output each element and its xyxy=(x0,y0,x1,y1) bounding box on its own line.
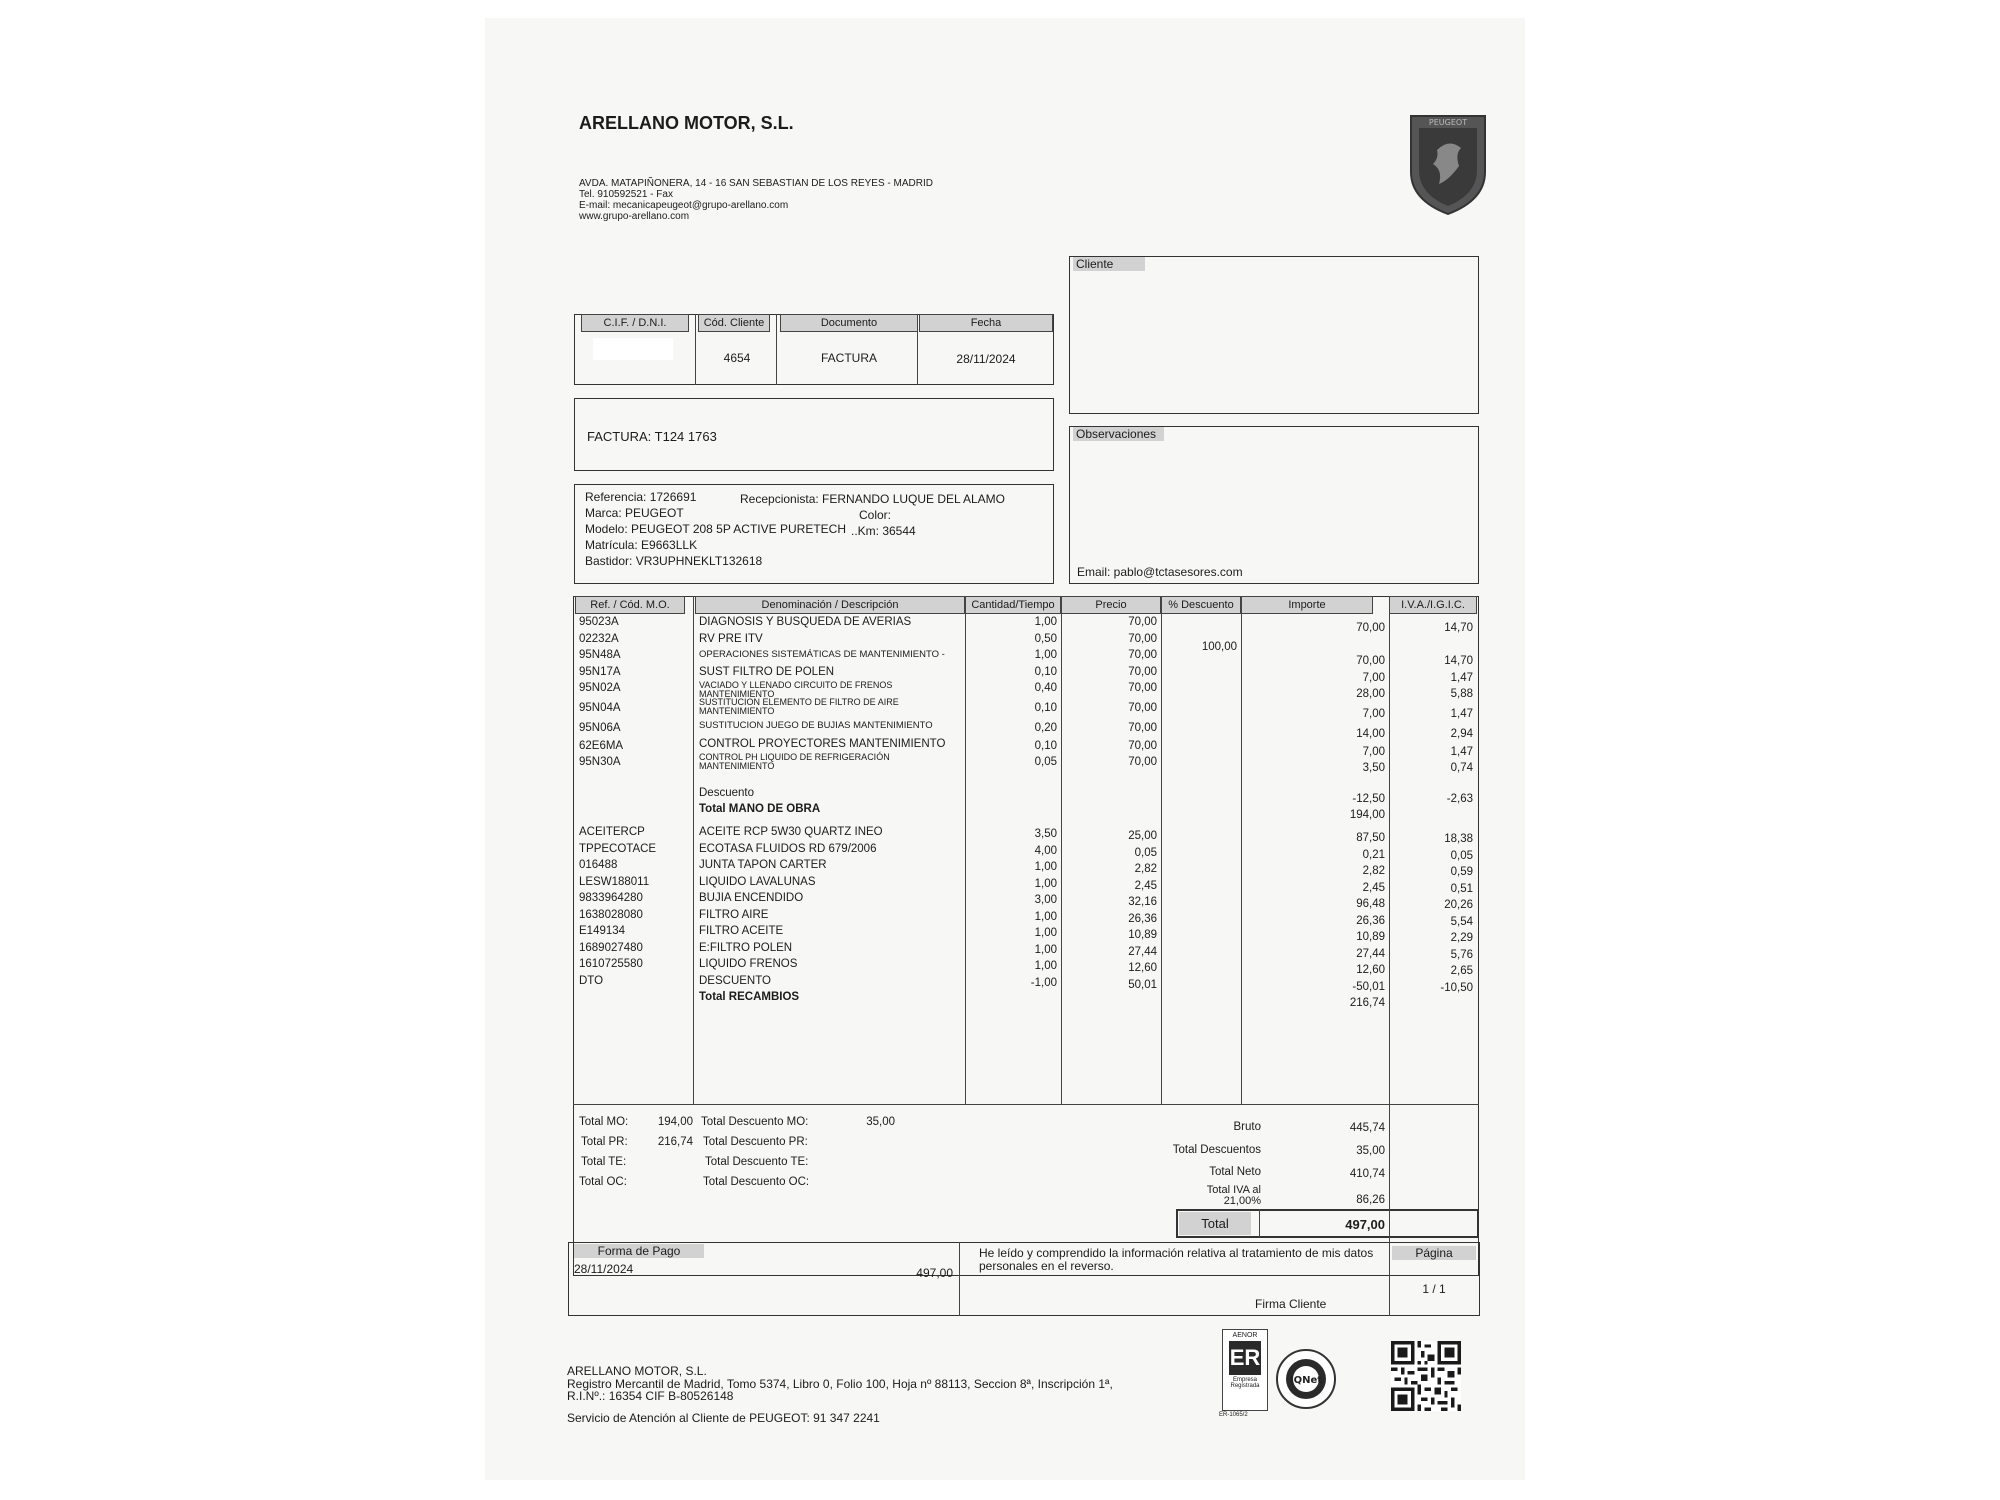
labour-ref: 95N04A xyxy=(579,701,621,714)
parts-ref-column xyxy=(579,824,689,989)
header-label-cliente: Cód. Cliente xyxy=(698,314,770,332)
col-header-ref: Ref. / Cód. M.O. xyxy=(575,596,685,614)
labour-amount: 7,00 xyxy=(1362,671,1385,684)
part-price: 0,05 xyxy=(1134,846,1157,859)
aenor-code: ER-1065/2 xyxy=(1219,1412,1248,1418)
total-pr-label: Total PR: xyxy=(581,1136,628,1148)
total-label: Total xyxy=(1201,1216,1229,1231)
part-amount: 96,48 xyxy=(1356,898,1385,910)
desc-pr-label: Total Descuento PR: xyxy=(703,1136,808,1148)
forma-pago-label: Forma de Pago xyxy=(574,1244,704,1258)
part-desc: ACEITE RCP 5W30 QUARTZ INEO xyxy=(699,826,883,838)
parts-amount-column xyxy=(1241,830,1385,1012)
labour-price: 70,00 xyxy=(1128,632,1157,645)
header-value-documento: FACTURA xyxy=(820,351,877,365)
parts-total-label: Total RECAMBIOS xyxy=(699,991,800,1003)
labour-amount: 70,00 xyxy=(1356,622,1385,634)
labour-price: 70,00 xyxy=(1128,665,1157,678)
part-iva: 5,76 xyxy=(1450,948,1473,961)
cif-redacted xyxy=(593,338,673,360)
vehicle-km: ..Km: 36544 xyxy=(851,524,916,538)
part-qty: -1,00 xyxy=(1030,976,1057,989)
labour-amount: 70,00 xyxy=(1356,655,1385,667)
labour-qty: 0,05 xyxy=(1034,756,1057,768)
labour-price: 70,00 xyxy=(1128,739,1157,752)
labour-total-amount: 194,00 xyxy=(1349,809,1385,821)
labour-price: 70,00 xyxy=(1128,721,1157,734)
part-qty: 1,00 xyxy=(1034,910,1057,923)
part-qty: 4,00 xyxy=(1034,844,1057,857)
labour-discount-label: Descuento xyxy=(699,787,754,799)
company-web: www.grupo-arellano.com xyxy=(579,211,690,222)
part-ref: TPPECOTACE xyxy=(579,842,657,855)
labour-amount: 28,00 xyxy=(1356,688,1385,700)
part-qty: 1,00 xyxy=(1034,861,1057,873)
col-header-disc: % Descuento xyxy=(1161,596,1241,614)
col-header-amount: Importe xyxy=(1241,596,1373,614)
part-qty: 1,00 xyxy=(1034,877,1057,890)
part-iva: 18,38 xyxy=(1444,833,1473,845)
total-mo-value: 194,00 xyxy=(657,1116,693,1128)
labour-ref: 62E6MA xyxy=(579,739,624,752)
factura-number: FACTURA: T124 1763 xyxy=(587,429,717,444)
part-iva: 0,51 xyxy=(1450,882,1473,895)
labour-iva-column xyxy=(1389,620,1473,777)
labour-iva: 2,94 xyxy=(1450,727,1473,740)
part-ref: 9833964280 xyxy=(579,892,643,904)
labour-desc: CONTROL PH LIQUIDO DE REFRIGERACIÓN xyxy=(699,752,890,762)
peugeot-logo xyxy=(1403,110,1493,220)
part-amount: -50,01 xyxy=(1352,980,1385,993)
labour-desc: VACIADO Y LLENADO CIRCUITO DE FRENOS xyxy=(699,680,893,690)
parts-price-column xyxy=(1061,828,1157,993)
part-ref: LESW188011 xyxy=(579,875,650,888)
labour-iva: 1,47 xyxy=(1450,745,1473,758)
part-price: 10,89 xyxy=(1128,929,1157,941)
labour-amount xyxy=(1241,637,1385,654)
iqnet-badge xyxy=(1275,1348,1337,1410)
desc-te-label: Total Descuento TE: xyxy=(705,1156,809,1168)
labour-desc: RV PRE ITV xyxy=(699,632,763,645)
labour-desc: SUSTITUCION ELEMENTO DE FILTRO DE AIRE xyxy=(699,696,899,707)
labour-discount-iva: -2,63 xyxy=(1446,793,1473,805)
iva-label xyxy=(1125,1185,1261,1207)
labour-qty: 1,00 xyxy=(1034,649,1057,661)
part-price: 27,44 xyxy=(1128,945,1157,958)
labour-desc-2: MANTENIMIENTO xyxy=(699,761,775,771)
labour-ref-column xyxy=(579,614,689,771)
labour-iva: 1,47 xyxy=(1450,707,1473,720)
labour-price: 70,00 xyxy=(1128,682,1157,694)
labour-qty: 0,20 xyxy=(1034,721,1057,734)
header-value-fecha: 28/11/2024 xyxy=(956,352,1016,366)
vehicle-color: Color: xyxy=(859,508,892,522)
labour-desc-2: MANTENIMIENTO xyxy=(699,705,775,716)
part-price: 2,45 xyxy=(1134,879,1157,892)
part-desc: DESCUENTO xyxy=(699,974,771,987)
iqnet-badge-text: IQNet xyxy=(1289,1375,1323,1386)
labour-qty: 0,10 xyxy=(1034,665,1057,678)
header-label-cif: C.I.F. / D.N.I. xyxy=(581,314,689,332)
labour-iva: 14,70 xyxy=(1444,622,1473,634)
part-amount: 26,36 xyxy=(1356,914,1385,927)
labour-amount: 7,00 xyxy=(1362,745,1385,758)
vehicle-modelo: Modelo: PEUGEOT 208 5P ACTIVE PURETECH xyxy=(585,522,846,536)
part-qty: 3,00 xyxy=(1034,894,1057,906)
labour-discount-amount: -12,50 xyxy=(1352,793,1385,805)
part-amount: 2,82 xyxy=(1362,865,1385,877)
parts-total-amount: 216,74 xyxy=(1349,997,1385,1009)
part-desc: BUJIA ENCENDIDO xyxy=(699,892,804,904)
part-amount: 27,44 xyxy=(1356,947,1385,960)
vehicle-recepcionista: Recepcionista: FERNANDO LUQUE DEL ALAMO xyxy=(740,492,1005,506)
footer-registry-1: Registro Mercantil de Madrid, Tomo 5374, Libro 0, Folio 100, Hoja nº 88113, Seccion 8ª, Inscripción 1ª, xyxy=(567,1377,1113,1391)
invoice-sheet xyxy=(485,18,1525,1480)
labour-ref: 02232A xyxy=(579,632,619,645)
labour-qty: 1,00 xyxy=(1034,616,1057,628)
part-amount: 12,60 xyxy=(1356,964,1385,976)
part-amount: 0,21 xyxy=(1362,848,1385,861)
part-desc: FILTRO ACEITE xyxy=(699,925,784,937)
part-iva: 5,54 xyxy=(1450,915,1473,928)
labour-desc: OPERACIONES SISTEMÁTICAS DE MANTENIMIENTO - xyxy=(699,649,945,660)
part-ref: 016488 xyxy=(579,859,618,871)
part-qty: 1,00 xyxy=(1034,943,1057,956)
aenor-badge xyxy=(1222,1329,1268,1411)
labour-desc: SUSTITUCION JUEGO DE BUJIAS MANTENIMIENTO xyxy=(699,719,933,731)
part-price: 25,00 xyxy=(1128,830,1157,842)
labour-iva: 0,74 xyxy=(1450,762,1473,774)
desc-mo-label: Total Descuento MO: xyxy=(701,1116,809,1128)
payment-amount: 497,00 xyxy=(916,1266,953,1280)
part-amount: 10,89 xyxy=(1356,931,1385,943)
labour-iva: 14,70 xyxy=(1444,655,1473,667)
header-value-cliente: 4654 xyxy=(723,351,751,365)
labour-price: 70,00 xyxy=(1128,616,1157,628)
parts-iva-column xyxy=(1389,831,1473,996)
part-iva: 20,26 xyxy=(1444,899,1473,911)
labour-price: 70,00 xyxy=(1128,701,1157,714)
labour-ref: 95N30A xyxy=(579,756,621,768)
labour-ref: 95N02A xyxy=(579,682,621,694)
observaciones-label: Observaciones xyxy=(1073,427,1164,441)
desc-oc-label: Total Descuento OC: xyxy=(703,1176,810,1188)
labour-qty: 0,10 xyxy=(1034,701,1057,714)
part-ref: DTO xyxy=(579,974,604,987)
descuentos-value: 35,00 xyxy=(1356,1145,1385,1157)
total-te-label: Total TE: xyxy=(581,1156,627,1168)
labour-desc-column xyxy=(699,614,963,770)
col-header-iva: I.V.A./I.G.I.C. xyxy=(1389,596,1477,614)
total-pr-value: 216,74 xyxy=(657,1136,693,1148)
part-desc: FILTRO AIRE xyxy=(699,908,769,921)
part-desc: ECOTASA FLUIDOS RD 679/2006 xyxy=(699,842,877,855)
labour-amount: 7,00 xyxy=(1362,707,1385,720)
part-ref: 1638028080 xyxy=(579,908,643,921)
part-price: 50,01 xyxy=(1128,978,1157,991)
payment-date: 28/11/2024 xyxy=(574,1262,634,1276)
part-desc: E:FILTRO POLEN xyxy=(699,941,793,954)
labour-ref: 95023A xyxy=(579,616,619,628)
labour-disc xyxy=(1161,622,1237,639)
labour-amount: 14,00 xyxy=(1356,727,1385,740)
labour-ref: 95N17A xyxy=(579,665,621,678)
labour-ref: 95N48A xyxy=(579,649,621,661)
firma-cliente-label: Firma Cliente xyxy=(1255,1297,1327,1311)
labour-disc: 100,00 xyxy=(1201,640,1237,653)
part-iva: 0,05 xyxy=(1450,849,1473,862)
cliente-box xyxy=(1069,256,1479,414)
part-iva: 2,29 xyxy=(1450,932,1473,944)
peugeot-logo-text: PEUGEOT xyxy=(1428,118,1468,127)
labour-price-column xyxy=(1061,614,1157,771)
labour-amount-column xyxy=(1241,620,1385,777)
qr-code xyxy=(1391,1341,1461,1411)
vehicle-matricula: Matrícula: E9663LLK xyxy=(585,538,698,552)
header-label-documento: Documento xyxy=(780,314,918,332)
parts-qty-column xyxy=(965,826,1057,991)
part-qty: 3,50 xyxy=(1034,828,1057,840)
total-mo-label: Total MO: xyxy=(579,1116,629,1128)
iva-label-line1: Total IVA al xyxy=(1206,1184,1261,1196)
footer-service: Servicio de Atención al Cliente de PEUGEOT: 91 347 2241 xyxy=(567,1411,880,1425)
company-address: AVDA. MATAPIÑONERA, 14 - 16 SAN SEBASTIAN DE LOS REYES - MADRID xyxy=(579,178,933,189)
vehicle-bastidor: Bastidor: VR3UPHNEKLT132618 xyxy=(585,554,763,568)
labour-price: 70,00 xyxy=(1128,649,1157,661)
neto-label: Total Neto xyxy=(1209,1166,1261,1178)
part-desc: LIQUIDO FRENOS xyxy=(699,958,798,970)
labour-qty: 0,50 xyxy=(1034,632,1057,645)
labour-iva: 5,88 xyxy=(1450,688,1473,700)
part-iva: -10,50 xyxy=(1440,981,1473,994)
company-tel: Tel. 910592521 - Fax xyxy=(579,189,673,200)
part-ref: E149134 xyxy=(579,925,626,937)
part-desc: LIQUIDO LAVALUNAS xyxy=(699,875,816,888)
labour-desc-2: MANTENIMIENTO xyxy=(699,689,775,699)
labour-ref: 95N06A xyxy=(579,721,621,734)
aenor-badge-title: AENOR xyxy=(1232,1332,1258,1339)
col-header-qty: Cantidad/Tiempo xyxy=(965,596,1061,614)
neto-value: 410,74 xyxy=(1349,1168,1385,1180)
desc-mo-value: 35,00 xyxy=(866,1116,895,1128)
labour-total-label: Total MANO DE OBRA xyxy=(699,803,821,815)
part-amount: 87,50 xyxy=(1356,832,1385,844)
iva-label-line2: 21,00% xyxy=(1223,1195,1261,1207)
company-email: E-mail: mecanicapeugeot@grupo-arellano.com xyxy=(579,200,789,211)
part-price: 26,36 xyxy=(1128,912,1157,925)
part-qty: 1,00 xyxy=(1034,960,1057,972)
parts-desc-column xyxy=(699,824,963,1006)
part-iva: 2,65 xyxy=(1450,965,1473,977)
part-price: 32,16 xyxy=(1128,896,1157,908)
observaciones-box xyxy=(1069,426,1479,584)
col-header-desc: Denominación / Descripción xyxy=(695,596,965,614)
labour-disc-column xyxy=(1161,622,1237,655)
labour-desc: DIAGNOSIS Y BUSQUEDA DE AVERIAS xyxy=(699,616,912,628)
header-label-fecha: Fecha xyxy=(919,314,1053,332)
part-qty: 1,00 xyxy=(1034,927,1057,939)
company-name: ARELLANO MOTOR, S.L. xyxy=(579,113,794,133)
part-ref: 1689027480 xyxy=(579,941,643,954)
descuentos-label: Total Descuentos xyxy=(1172,1144,1261,1156)
part-ref: 1610725580 xyxy=(579,958,643,970)
iva-value: 86,26 xyxy=(1356,1194,1385,1206)
footer-company: ARELLANO MOTOR, S.L. xyxy=(567,1364,707,1378)
labour-iva xyxy=(1389,637,1473,654)
page-number: 1 / 1 xyxy=(1422,1282,1446,1296)
bruto-label: Bruto xyxy=(1233,1121,1261,1133)
labour-price: 70,00 xyxy=(1128,756,1157,768)
labour-iva: 1,47 xyxy=(1450,671,1473,684)
part-price: 2,82 xyxy=(1134,863,1157,875)
part-price: 12,60 xyxy=(1128,962,1157,974)
labour-desc: SUST FILTRO DE POLEN xyxy=(699,665,835,678)
vehicle-referencia: Referencia: 1726691 xyxy=(585,490,697,504)
footer-registry-2: R.I.Nº.: 16354 CIF B-80526148 xyxy=(567,1389,734,1403)
labour-amount: 3,50 xyxy=(1362,762,1385,774)
total-value: 497,00 xyxy=(1345,1217,1385,1232)
cliente-label: Cliente xyxy=(1073,257,1145,271)
bruto-value: 445,74 xyxy=(1349,1122,1385,1134)
vehicle-marca: Marca: PEUGEOT xyxy=(585,506,684,520)
col-header-price: Precio xyxy=(1061,596,1161,614)
part-amount: 2,45 xyxy=(1362,881,1385,894)
privacy-notice: He leído y comprendido la información relativa al tratamiento de mis datos personales en el reverso. xyxy=(979,1246,1374,1273)
aenor-er-mark: ER xyxy=(1229,1341,1261,1375)
labour-desc: CONTROL PROYECTORES MANTENIMIENTO xyxy=(699,737,946,750)
total-oc-label: Total OC: xyxy=(579,1176,627,1188)
page-label: Página xyxy=(1392,1246,1476,1260)
part-iva: 0,59 xyxy=(1450,866,1473,878)
labour-qty: 0,40 xyxy=(1034,682,1057,694)
labour-qty: 0,10 xyxy=(1034,739,1057,752)
observaciones-email: Email: pablo@tctasesores.com xyxy=(1077,565,1243,579)
part-ref: ACEITERCP xyxy=(579,826,645,838)
labour-qty-column xyxy=(965,614,1057,771)
aenor-badge-subtitle: Empresa Registrada xyxy=(1230,1377,1260,1389)
part-desc: JUNTA TAPON CARTER xyxy=(699,859,827,871)
